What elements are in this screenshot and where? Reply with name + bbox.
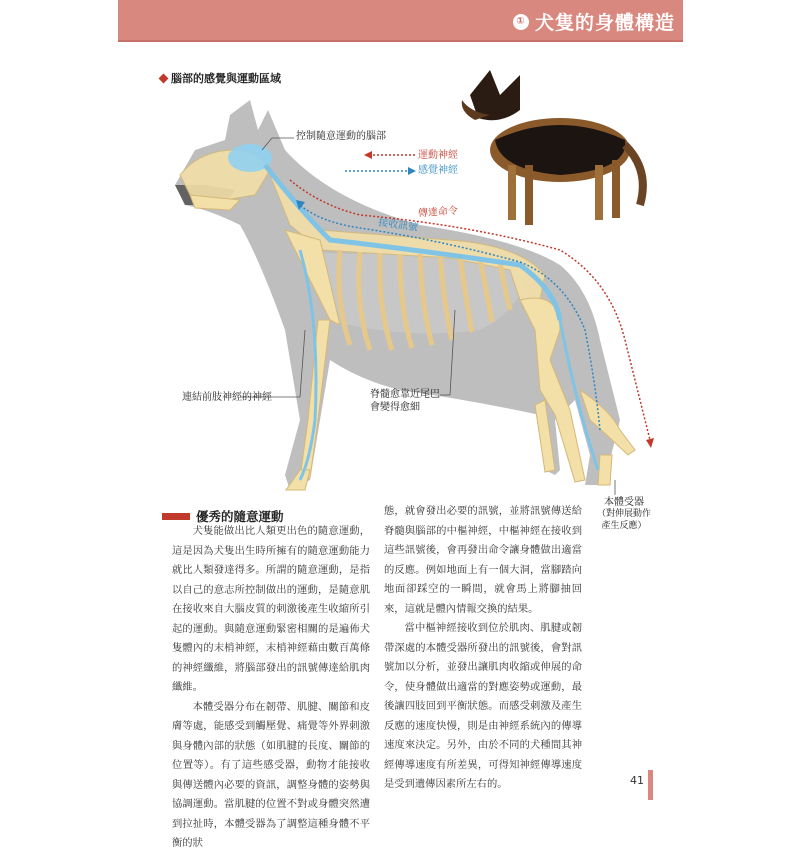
section-label-text: 腦部的感覺與運動區域 [171, 72, 281, 85]
article-left-column [172, 522, 370, 854]
page-number: 41 [630, 774, 644, 787]
article-right-column [384, 502, 582, 795]
dog-photo-icon [462, 70, 643, 225]
right-paragraph-1: 態，就會發出必要的訊號，並將訊號傳送給脊髓與腦部的中樞神經，中樞神經在接收到這些訊號後，會再發出命令讓身體做出適當的反應。例如地面上有一個大洞，當腳踏向地面卻踩空的一瞬間，就會馬上將腳抽回來，這就是體內情報交換的結果。 [384, 505, 582, 615]
left-paragraph-2: 本體受器分布在韌帶、肌腱、關節和皮膚等處，能感受到觸壓覺、痛覺等外界刺激與身體內部的狀態（如肌腱的長度、關節的位置等）。有了這些感受器，動物才能接收與傳送體內必要的資訊，調整身體的姿勢與協調運動。當肌腱的位置不對或身體突然遭到拉扯時，本體受器為了調整這種身體不平衡的狀 [172, 700, 370, 849]
spinal-cord-callout [370, 388, 440, 414]
receive-signal-label: 接收訊號 [377, 217, 419, 234]
receptor-label: 本體受器 [604, 497, 644, 508]
motor-nerve-arrow-icon [364, 151, 415, 159]
spinal-callout-line1: 脊髓愈靠近尾巴 [370, 389, 440, 400]
sensory-nerve-arrow-icon [345, 167, 416, 175]
article-heading-text: 優秀的隨意運動 [196, 509, 284, 524]
foreleg-nerve-callout: 連結前肢神經的神經 [182, 392, 272, 403]
chapter-badge: ① [513, 14, 529, 30]
page-title: 犬隻的身體構造 [534, 12, 675, 34]
right-paragraph-2: 當中樞神經接收到位於肌肉、肌腱或韌帶深處的本體受器所發出的訊號後，會對訊號加以分析，並發出讓肌肉收縮或伸展的命令，使身體做出適當的對應姿勢或運動，最後讓四肢回到平衡狀態。而感受刺激及產生反應的速度快慢，則是由神經系統內的傳導速度來決定。另外，由於不同的犬種間其神經傳導速度有所差異，可得知神經傳導速度是受到遺傳因素所左右的。 [384, 622, 582, 790]
page-tab [648, 770, 653, 800]
spinal-callout-line2: 會變得愈細 [370, 402, 420, 413]
sensory-nerve-label: 感覺神經 [418, 165, 458, 176]
left-paragraph-1: 犬隻能做出比人類更出色的隨意運動，這是因為犬隻出生時所擁有的隨意運動能力就比人類發達得多。所謂的隨意運動，是指以自己的意志所控制做出的運動，是隨意肌在接收來自大腦皮質的刺激後產生收縮所引起的運動。與隨意運動緊密相關的是遍佈犬隻體內的末梢神經，末梢神經藉由數百萬條的神經纖維，將腦部發出的訊號傳達給肌肉纖維。 [172, 525, 370, 693]
heading-bar-icon [162, 513, 190, 520]
transmit-command-label: 傳達命令 [417, 205, 459, 220]
receptor-callout [594, 496, 654, 532]
motor-nerve-label: 運動神經 [418, 150, 458, 161]
receptor-note-line2: 產生反應） [601, 520, 647, 531]
brain-callout: 控制隨意運動的腦部 [296, 131, 386, 142]
receptor-note-line1: （對伸展動作 [596, 509, 651, 519]
